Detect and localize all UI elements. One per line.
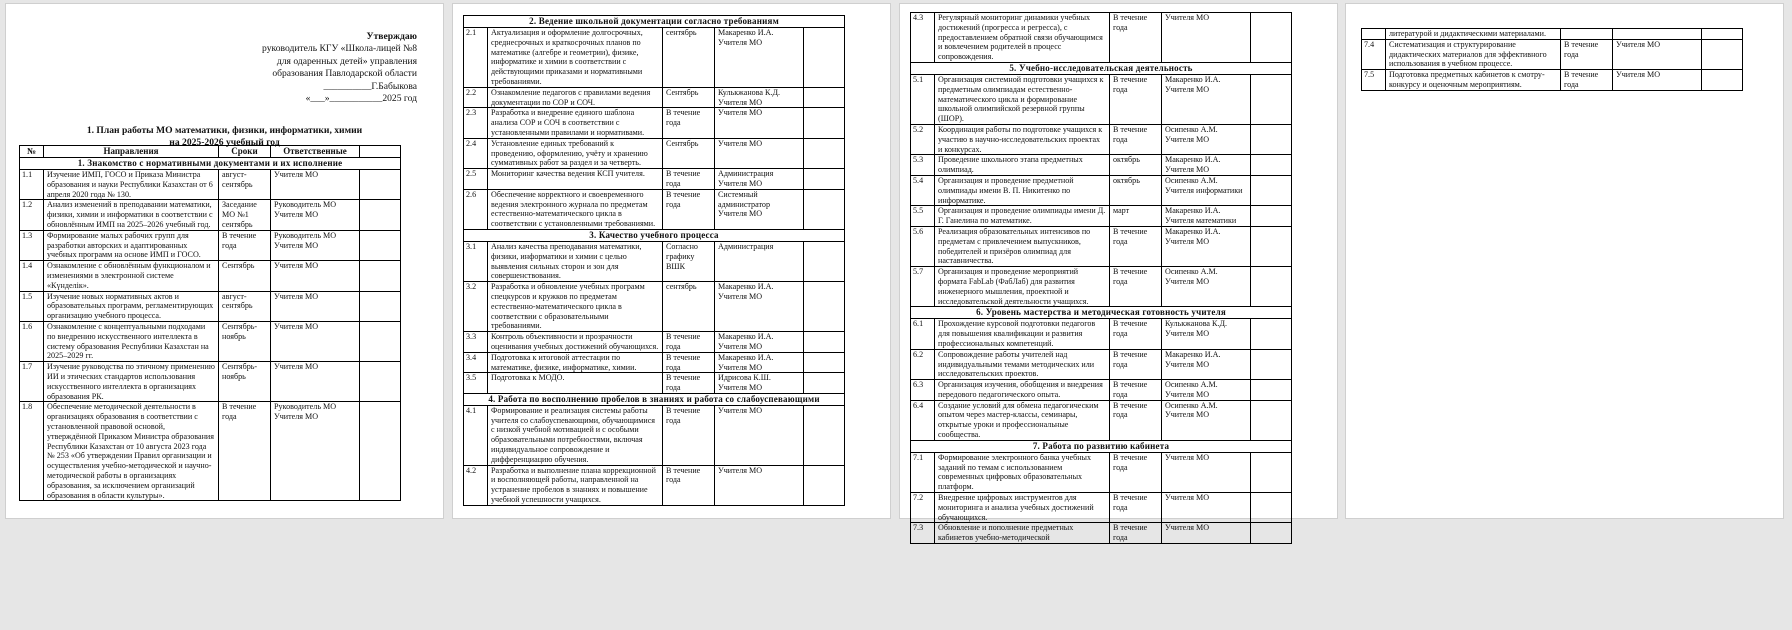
cell-responsible: Руководитель МО Учителя МО: [271, 402, 360, 501]
cell-num: 5.3: [911, 155, 935, 176]
approval-signature-line: __________Г.Бабыкова: [323, 80, 417, 92]
cell-extra: [804, 108, 845, 138]
cell-num: 1.7: [20, 362, 44, 402]
cell-responsible: Осипенко А.М. Учителя МО: [1162, 400, 1251, 440]
cell-responsible: Учителя МО: [271, 261, 360, 291]
cell-direction: Контроль объективности и прозрачности оценивания учебных достижений обучающихся.: [488, 332, 663, 353]
cell-num: 2.1: [464, 28, 488, 88]
cell-num: 1.5: [20, 291, 44, 321]
cell-extra: [360, 362, 401, 402]
section-header-row: [911, 440, 1292, 452]
cell-num: 5.1: [911, 74, 935, 124]
table-row: [20, 230, 401, 260]
cell-responsible: Администрация: [715, 241, 804, 281]
cell-direction: Организация системной подготовки учащихся к предметным олимпиадам естественно-математического цикла и формирование школьной олимпийской резервной группы (ШОР).: [935, 74, 1110, 124]
section-title: 2. Ведение школьной документации согласно требованиям: [464, 16, 845, 28]
table-body: [1362, 29, 1743, 91]
cell-responsible: Макаренко И.А. Учителя МО: [1162, 349, 1251, 379]
cell-responsible: Учителя МО: [1162, 13, 1251, 63]
cell-num: 2.6: [464, 189, 488, 229]
cell-extra: [1251, 13, 1292, 63]
cell-responsible: [1613, 29, 1702, 40]
table-body: [20, 158, 401, 501]
cell-responsible: Макаренко И.А. Учителя математики: [1162, 206, 1251, 227]
document-title-line: 1. План работы МО математики, физики, информатики, химии: [86, 125, 363, 136]
cell-term: август-сентябрь: [219, 291, 271, 321]
cell-term: В течение года: [663, 169, 715, 190]
cell-num: 1.1: [20, 170, 44, 200]
cell-direction: Ознакомление педагогов с правилами ведения документации по СОР и СОЧ.: [488, 87, 663, 108]
cell-direction: Формирование малых рабочих групп для разработки авторских и адаптированных учебных программ на основе ИМП и ГОСО.: [44, 230, 219, 260]
cell-term: Сентябрь: [663, 138, 715, 168]
cell-extra: [804, 465, 845, 505]
table-row: [464, 405, 845, 465]
cell-term: В течение года: [1110, 349, 1162, 379]
document-page-1: [6, 4, 443, 518]
section-title: 7. Работа по развитию кабинета: [911, 440, 1292, 452]
cell-direction: Изучение ИМП, ГОСО и Приказа Министра образования и науки Республики Казахстан от 6 апреля 2020 года № 130.: [44, 170, 219, 200]
cell-direction: Актуализация и оформление долгосрочных, среднесрочных и краткосрочных планов по математике (алгебре и геометрии), физике, информатике и химии в соответствии с действующими приказами и нормативными требованиями.: [488, 28, 663, 88]
cell-responsible: Учителя МО: [715, 405, 804, 465]
table-row: [464, 138, 845, 168]
cell-term: В течение года: [663, 465, 715, 505]
table-row: [20, 321, 401, 361]
cell-num: 5.2: [911, 124, 935, 154]
table-row: [1362, 29, 1743, 40]
table-header-row: [20, 146, 401, 158]
table-row: [464, 373, 845, 394]
cell-num: 5.5: [911, 206, 935, 227]
cell-responsible: Учителя МО: [1613, 39, 1702, 69]
cell-num: 2.2: [464, 87, 488, 108]
cell-direction: Изучение руководства по этичному применению ИИ и этических стандартов использования искусственного интеллекта в организациях образования РК.: [44, 362, 219, 402]
cell-responsible: Учителя МО: [1162, 452, 1251, 492]
table-row: [464, 332, 845, 353]
cell-direction: Изучение новых нормативных актов и образовательных программ, регламентирующих организацию учебного процесса.: [44, 291, 219, 321]
cell-responsible: Учителя МО: [715, 108, 804, 138]
cell-num: 3.3: [464, 332, 488, 353]
cell-extra: [360, 200, 401, 230]
cell-term: Сентябрь-ноябрь: [219, 321, 271, 361]
cell-term: Согласно графику ВШК: [663, 241, 715, 281]
cell-term: Сентябрь-ноябрь: [219, 362, 271, 402]
table-row: [20, 170, 401, 200]
cell-num: 6.3: [911, 380, 935, 401]
cell-term: В течение года: [1110, 380, 1162, 401]
cell-num: 3.2: [464, 282, 488, 332]
cell-num: 5.4: [911, 175, 935, 205]
cell-num: 3.1: [464, 241, 488, 281]
cell-num: 7.3: [911, 523, 935, 544]
cell-direction: Ознакомление с концептуальными подходами по внедрению искусственного интеллекта в систему образования Республики Казахстан на 2025–2029 гг.: [44, 321, 219, 361]
table-row: [20, 291, 401, 321]
cell-term: В течение года: [1110, 452, 1162, 492]
cell-extra: [1251, 267, 1292, 307]
cell-term: август-сентябрь: [219, 170, 271, 200]
cell-extra: [1251, 155, 1292, 176]
cell-extra: [1251, 349, 1292, 379]
cell-responsible: Учителя МО: [271, 362, 360, 402]
plan-table: [19, 145, 401, 501]
cell-num: 4.1: [464, 405, 488, 465]
table-row: [911, 13, 1292, 63]
cell-responsible: Учителя МО: [715, 465, 804, 505]
table-row: [911, 267, 1292, 307]
cell-extra: [1702, 70, 1743, 91]
cell-term: Сентябрь: [663, 87, 715, 108]
cell-term: В течение года: [1561, 39, 1613, 69]
cell-term: сентябрь: [663, 282, 715, 332]
cell-direction: Разработка и внедрение единого шаблона анализа СОР и СОЧ в соответствии с установленными правилами и нормативами.: [488, 108, 663, 138]
section-header-row: [20, 158, 401, 170]
section-title: 6. Уровень мастерства и методическая готовность учителя: [911, 307, 1292, 319]
header-responsible: Ответственные: [271, 146, 360, 158]
cell-term: В течение года: [219, 402, 271, 501]
cell-extra: [1251, 400, 1292, 440]
cell-direction: Регулярный мониторинг динамики учебных достижений (прогресса и регресса), с предоставлением обратной связи обучающимся и вовлечением родителей в процесс сопровождения.: [935, 13, 1110, 63]
document-page-2: [453, 4, 890, 518]
table-row: [20, 261, 401, 291]
section-header-row: [464, 16, 845, 28]
cell-responsible: Учителя МО: [1613, 70, 1702, 91]
cell-term: В течение года: [663, 108, 715, 138]
table-row: [464, 87, 845, 108]
cell-responsible: Макаренко И.А. Учителя МО: [715, 332, 804, 353]
header-term: Сроки: [219, 146, 271, 158]
cell-num: 3.5: [464, 373, 488, 394]
header-direction: Направления: [44, 146, 219, 158]
cell-direction: Сопровождение работы учителей над индивидуальными темами методических или исследовательских проектов.: [935, 349, 1110, 379]
cell-extra: [1251, 319, 1292, 349]
cell-term: В течение года: [663, 332, 715, 353]
cell-extra: [1251, 523, 1292, 544]
document-page-3: [900, 4, 1337, 543]
cell-direction: Обеспечение методической деятельности в организациях образования в соответствии с установленной правовой основой, утверждённой Приказом Министра образования Республики Казахстан от 10 августа 2023 года № 253 «Об утверждении Правил организации и осуществления учебно-методической и научно-методической работы в организациях образования, за исключением организаций образования в области культуры».: [44, 402, 219, 501]
header-extra: [360, 146, 401, 158]
cell-direction: Организация и проведение олимпиады имени Д. Г. Ганелина по математике.: [935, 206, 1110, 227]
cell-responsible: Учителя МО: [715, 138, 804, 168]
cell-responsible: Осипенко А.М. Учителя информатики: [1162, 175, 1251, 205]
cell-responsible: Макаренко И.А. Учителя МО: [715, 282, 804, 332]
cell-extra: [1251, 124, 1292, 154]
cell-extra: [1251, 206, 1292, 227]
cell-direction: Реализация образовательных интенсивов по предметам с привлечением выпускников, победителей и призёров олимпиад для наставничества.: [935, 226, 1110, 266]
cell-direction: Разработка и обновление учебных программ спецкурсов и кружков по предметам естественно-математического цикла в соответствии с образовательными требованиями.: [488, 282, 663, 332]
cell-extra: [360, 321, 401, 361]
cell-responsible: Макаренко И.А. Учителя МО: [715, 28, 804, 88]
cell-responsible: Администрация Учителя МО: [715, 169, 804, 190]
cell-extra: [804, 282, 845, 332]
cell-num: 7.4: [1362, 39, 1386, 69]
cell-term: октябрь: [1110, 155, 1162, 176]
cell-responsible: Руководитель МО Учителя МО: [271, 200, 360, 230]
cell-responsible: Кулькжанова К.Д. Учителя МО: [715, 87, 804, 108]
cell-responsible: Макаренко И.А. Учителя МО: [1162, 74, 1251, 124]
cell-responsible: Макаренко И.А. Учителя МО: [1162, 155, 1251, 176]
cell-extra: [804, 87, 845, 108]
cell-direction: Систематизация и структурирование дидактических материалов для эффективного использования в учебном процессе.: [1386, 39, 1561, 69]
plan-table: [910, 12, 1292, 544]
cell-extra: [1702, 29, 1743, 40]
plan-table: [463, 15, 845, 506]
cell-num: 7.1: [911, 452, 935, 492]
cell-num: 5.6: [911, 226, 935, 266]
table-row: [464, 169, 845, 190]
cell-num: 7.5: [1362, 70, 1386, 91]
cell-num: 1.8: [20, 402, 44, 501]
cell-extra: [1251, 380, 1292, 401]
table-row: [911, 124, 1292, 154]
cell-num: 2.3: [464, 108, 488, 138]
cell-responsible: Макаренко И.А. Учителя МО: [1162, 226, 1251, 266]
cell-responsible: Осипенко А.М. Учителя МО: [1162, 267, 1251, 307]
cell-direction: Создание условий для обмена педагогическим опытом через мастер-классы, семинары, открытые уроки и профессиональные сообщества.: [935, 400, 1110, 440]
section-title: 3. Качество учебного процесса: [464, 229, 845, 241]
cell-term: В течение года: [1110, 124, 1162, 154]
cell-num: 7.2: [911, 493, 935, 523]
section-header-row: [464, 393, 845, 405]
cell-term: В течение года: [1110, 523, 1162, 544]
cell-responsible: Осипенко А.М. Учителя МО: [1162, 124, 1251, 154]
cell-direction: Обновление и пополнение предметных кабинетов учебно-методической: [935, 523, 1110, 544]
cell-num: 6.2: [911, 349, 935, 379]
cell-responsible: Осипенко А.М. Учителя МО: [1162, 380, 1251, 401]
table-row: [464, 465, 845, 505]
cell-direction: Установление единых требований к проведению, оформлению, учёту и хранению суммативных работ за раздел и за четверть.: [488, 138, 663, 168]
table-body: [911, 13, 1292, 544]
cell-extra: [360, 230, 401, 260]
cell-responsible: Кулькжанова К.Д. Учителя МО: [1162, 319, 1251, 349]
cell-num: 2.4: [464, 138, 488, 168]
cell-num: 5.7: [911, 267, 935, 307]
cell-term: В течение года: [663, 405, 715, 465]
cell-num: 4.3: [911, 13, 935, 63]
table-row: [464, 28, 845, 88]
cell-term: В течение года: [663, 352, 715, 373]
plan-table: [1361, 28, 1743, 91]
cell-extra: [360, 402, 401, 501]
cell-direction: Формирование и реализация системы работы учителя со слабоуспевающими, обучающимися с низкой учебной мотивацией и с особыми образовательными потребностями, включая индивидуальное сопровождение и дифференциацию обучения.: [488, 405, 663, 465]
table-row: [464, 352, 845, 373]
cell-extra: [804, 169, 845, 190]
cell-extra: [804, 373, 845, 394]
cell-term: В течение года: [1561, 70, 1613, 91]
cell-direction: литературой и дидактическими материалами.: [1386, 29, 1561, 40]
table-row: [464, 189, 845, 229]
cell-direction: Подготовка к МОДО.: [488, 373, 663, 394]
cell-term: В течение года: [1110, 13, 1162, 63]
table-row: [1362, 39, 1743, 69]
table-row: [911, 523, 1292, 544]
table-row: [20, 362, 401, 402]
cell-num: 1.3: [20, 230, 44, 260]
cell-direction: Проведение школьного этапа предметных олимпиад.: [935, 155, 1110, 176]
cell-responsible: Руководитель МО Учителя МО: [271, 230, 360, 260]
cell-term: Сентябрь: [219, 261, 271, 291]
approval-line: образования Павлодарской области: [272, 68, 417, 80]
table-row: [464, 108, 845, 138]
table-row: [911, 319, 1292, 349]
cell-term: В течение года: [663, 189, 715, 229]
cell-term: [1561, 29, 1613, 40]
table-row: [911, 400, 1292, 440]
approval-heading: Утверждаю: [366, 31, 417, 42]
cell-num: 1.6: [20, 321, 44, 361]
cell-term: октябрь: [1110, 175, 1162, 205]
cell-direction: Организация и проведение мероприятий формата FabLab (ФабЛаб) для развития инженерного мышления, проектной и исследовательской деятельности учащихся.: [935, 267, 1110, 307]
cell-extra: [1251, 226, 1292, 266]
cell-responsible: Учителя МО: [271, 170, 360, 200]
cell-term: В течение года: [1110, 74, 1162, 124]
table-row: [911, 349, 1292, 379]
cell-extra: [1251, 493, 1292, 523]
cell-num: 6.4: [911, 400, 935, 440]
cell-extra: [804, 405, 845, 465]
cell-responsible: Учителя МО: [271, 321, 360, 361]
cell-responsible: Учителя МО: [1162, 493, 1251, 523]
cell-direction: Подготовка к итоговой аттестации по математике, физике, информатике, химии.: [488, 352, 663, 373]
table-row: [464, 282, 845, 332]
cell-responsible: Системный администратор Учителя МО: [715, 189, 804, 229]
table-row: [1362, 70, 1743, 91]
cell-direction: Организация и проведение предметной олимпиады имени В. П. Никитенко по информатике.: [935, 175, 1110, 205]
cell-term: В течение года: [1110, 226, 1162, 266]
cell-direction: Координация работы по подготовке учащихся к участию в научно-исследовательских проектах и конкурсах.: [935, 124, 1110, 154]
cell-direction: Организация изучения, обобщения и внедрения передового педагогического опыта.: [935, 380, 1110, 401]
section-header-row: [911, 307, 1292, 319]
cell-extra: [804, 352, 845, 373]
document-title-line: на 2025-2026 учебный год: [169, 137, 280, 148]
cell-term: сентябрь: [663, 28, 715, 88]
cell-responsible: Идрисова К.Ш. Учителя МО: [715, 373, 804, 394]
cell-extra: [360, 170, 401, 200]
cell-extra: [804, 189, 845, 229]
table-row: [464, 241, 845, 281]
cell-extra: [1251, 452, 1292, 492]
cell-num: 6.1: [911, 319, 935, 349]
cell-extra: [360, 291, 401, 321]
cell-responsible: Учителя МО: [271, 291, 360, 321]
cell-num: 3.4: [464, 352, 488, 373]
cell-direction: Внедрение цифровых инструментов для мониторинга и анализа учебных достижений обучающихся.: [935, 493, 1110, 523]
cell-direction: Обеспечение корректного и своевременного ведения электронного журнала по предметам естественно-математического цикла в соответствии с установленными требованиями.: [488, 189, 663, 229]
cell-term: В течение года: [1110, 267, 1162, 307]
approval-date-line: «___»___________2025 год: [305, 93, 417, 105]
cell-num: 1.4: [20, 261, 44, 291]
section-header-row: [464, 229, 845, 241]
table-row: [911, 493, 1292, 523]
cell-extra: [360, 261, 401, 291]
cell-extra: [1702, 39, 1743, 69]
table-row: [911, 175, 1292, 205]
cell-responsible: Учителя МО: [1162, 523, 1251, 544]
cell-term: В течение года: [219, 230, 271, 260]
approval-line: руководитель КГУ «Школа-лицей №8: [262, 43, 417, 55]
cell-term: Заседание МО №1 сентябрь: [219, 200, 271, 230]
approval-line: для одаренных детей» управления: [276, 55, 417, 67]
cell-extra: [804, 332, 845, 353]
cell-extra: [804, 138, 845, 168]
cell-direction: Разработка и выполнение плана коррекционной и восполняющей работы, направленной на устранение пробелов в знаниях и повышение учебной успешности учащихся.: [488, 465, 663, 505]
cell-direction: Ознакомление с обновлённым функционалом и изменениями в электронной системе «Күнделік».: [44, 261, 219, 291]
cell-direction: Формирование электронного банка учебных заданий по темам с использованием современных цифровых образовательных платформ.: [935, 452, 1110, 492]
cell-extra: [804, 241, 845, 281]
section-title: 5. Учебно-исследовательская деятельность: [911, 62, 1292, 74]
table-body: [464, 16, 845, 506]
cell-direction: Анализ качества преподавания математики, физики, информатики и химии с целью выявления сильных сторон и зон для совершенствования.: [488, 241, 663, 281]
table-row: [911, 380, 1292, 401]
cell-extra: [1251, 175, 1292, 205]
table-row: [20, 200, 401, 230]
document-page-4: [1346, 4, 1783, 518]
cell-term: март: [1110, 206, 1162, 227]
cell-direction: Подготовка предметных кабинетов к смотру-конкурсу и оценочным мероприятиям.: [1386, 70, 1561, 91]
cell-num: 4.2: [464, 465, 488, 505]
table-row: [911, 206, 1292, 227]
cell-term: В течение года: [1110, 400, 1162, 440]
cell-num: 2.5: [464, 169, 488, 190]
table-row: [911, 226, 1292, 266]
section-title: 4. Работа по восполнению пробелов в знаниях и работа со слабоуспевающими: [464, 393, 845, 405]
cell-direction: Мониторинг качества ведения КСП учителя.: [488, 169, 663, 190]
cell-responsible: Макаренко И.А. Учителя МО: [715, 352, 804, 373]
cell-extra: [1251, 74, 1292, 124]
header-num: №: [20, 146, 44, 158]
cell-term: В течение года: [1110, 319, 1162, 349]
section-title: 1. Знакомство с нормативными документами и их исполнение: [20, 158, 401, 170]
cell-extra: [804, 28, 845, 88]
cell-num: [1362, 29, 1386, 40]
cell-num: 1.2: [20, 200, 44, 230]
cell-term: В течение года: [1110, 493, 1162, 523]
table-row: [911, 155, 1292, 176]
cell-term: В течение года: [663, 373, 715, 394]
table-row: [911, 74, 1292, 124]
cell-direction: Прохождение курсовой подготовки педагогов для повышения квалификации и развития профессиональных компетенций.: [935, 319, 1110, 349]
cell-direction: Анализ изменений в преподавании математики, физики, химии и информатики в соответствии с обновлённым ИМП на 2025–2026 учебный год.: [44, 200, 219, 230]
table-row: [911, 452, 1292, 492]
table-row: [20, 402, 401, 501]
approval-block: [262, 31, 417, 105]
section-header-row: [911, 62, 1292, 74]
